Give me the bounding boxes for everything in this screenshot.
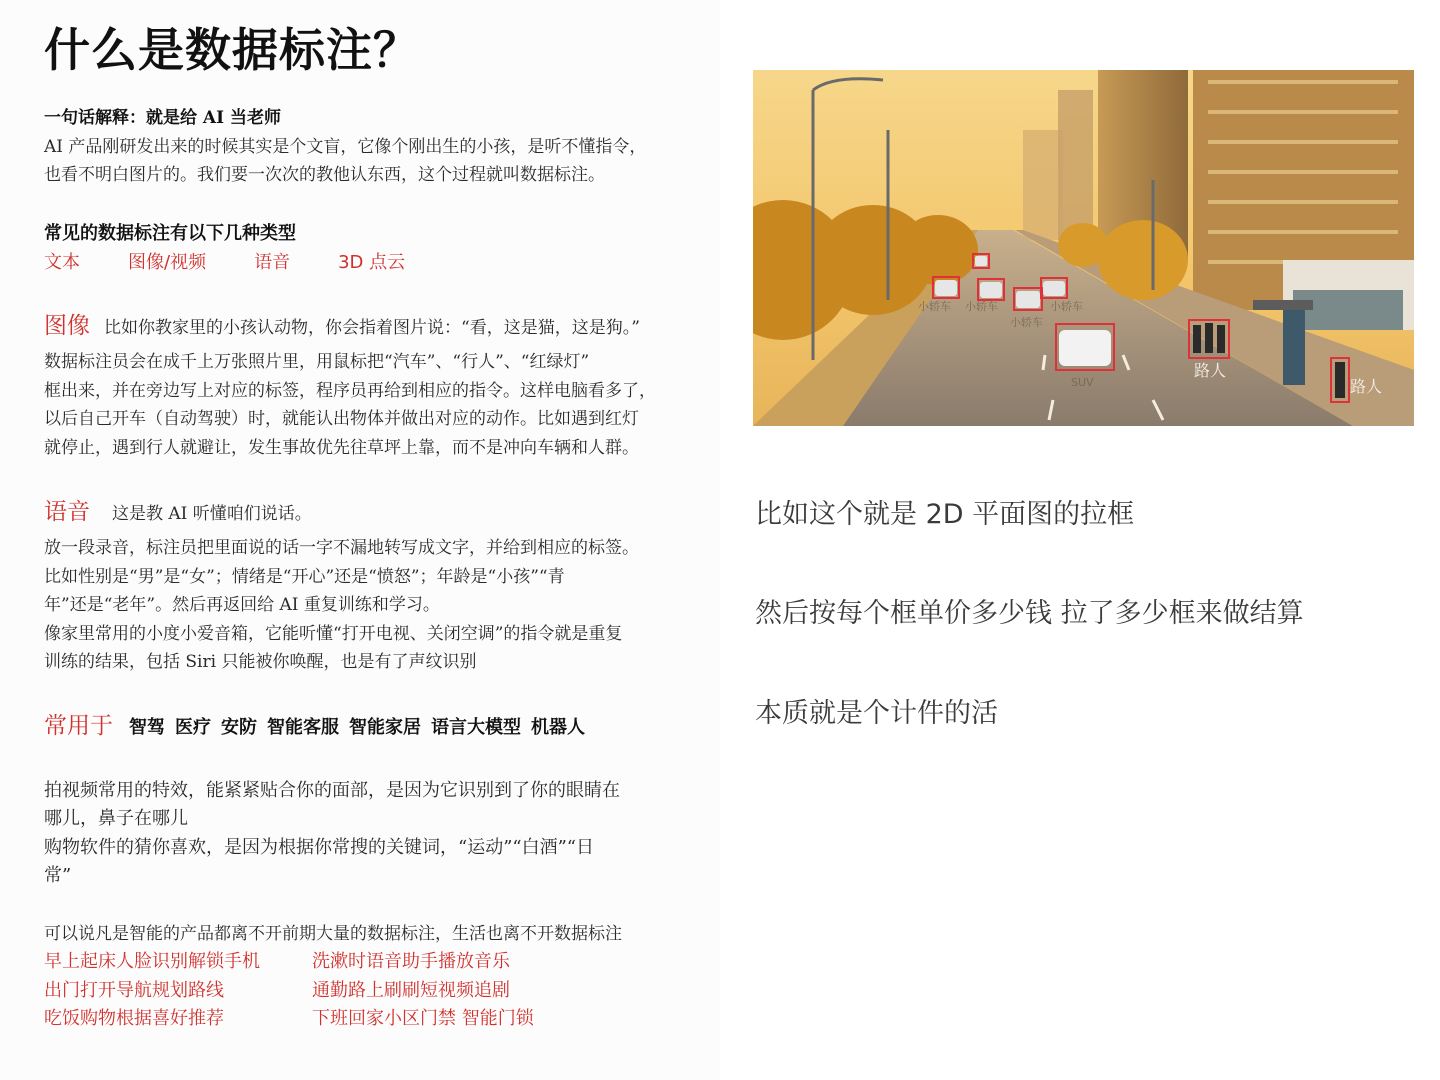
life-example-row (44, 977, 534, 1006)
use-tag: 智驾 (129, 717, 165, 738)
box-label-suv: SUV (1071, 376, 1094, 389)
image-intro-text: 比如你教家里的小孩认动物，你会指着图片说：“看，这是猫，这是狗。” (104, 318, 640, 338)
right-line: 然后按每个框单价多少钱 拉了多少框来做结算 (755, 598, 1304, 629)
life-examples (44, 948, 534, 1034)
box-label-car: 小轿车 (1050, 300, 1083, 313)
voice-line: 训练的结果，包括 Siri 只能被你唤醒，也是有了声纹识别 (44, 652, 477, 672)
voice-line: 年”还是“老年”。然后再返回给 AI 重复训练和学习。 (44, 595, 440, 615)
voice-section-first-line (44, 498, 312, 529)
type-item: 文本 (44, 252, 80, 273)
video-line: 哪儿，鼻子在哪儿 (44, 808, 188, 829)
voice-line: 像家里常用的小度小爱音箱，它能听懂“打开电视、关闭空调”的指令就是重复 (44, 624, 623, 644)
intro-line: 也看不明白图片的。我们要一次次的教他认东西，这个过程就叫数据标注。 (44, 165, 605, 185)
street-scene-illustration (753, 70, 1414, 426)
use-tag: 语言大模型 (431, 717, 521, 738)
voice-intro-text: 这是教 AI 听懂咱们说话。 (112, 504, 312, 524)
video-line: 购物软件的猜你喜欢，是因为根据你常搜的关键词，“运动”“白酒”“日 (44, 837, 595, 858)
image-line: 数据标注员会在成千上万张照片里，用鼠标把“汽车”、“行人”、“红绿灯” (44, 352, 590, 372)
image-line: 以后自己开车（自动驾驶）时，就能认出物体并做出对应的动作。比如遇到红灯 (44, 409, 639, 429)
life-example: 出门打开导航规划路线 (44, 979, 224, 1001)
voice-line: 比如性别是“男”是“女”；情绪是“开心”还是“愤怒”；年龄是“小孩”“青 (44, 567, 565, 587)
image-line: 就停止，遇到行人就避让，发生事故优先往草坪上靠，而不是冲向车辆和人群。 (44, 438, 639, 458)
use-tag: 机器人 (531, 717, 585, 738)
voice-section-label: 语音 (44, 499, 90, 525)
box-label-car: 小轿车 (1010, 316, 1043, 329)
box-label-car: 小轿车 (965, 300, 998, 313)
use-tag: 智能客服 (267, 717, 339, 738)
types-list (44, 249, 453, 278)
use-tag: 安防 (221, 717, 257, 738)
box-label-car: 小轿车 (918, 300, 951, 313)
box-label-pedestrian: 路人 (1350, 377, 1383, 396)
life-example-row (44, 948, 534, 977)
image-section-first-line (44, 312, 640, 343)
types-heading: 常见的数据标注有以下几种类型 (44, 223, 296, 244)
street-annotation-photo (753, 70, 1414, 426)
life-example: 早上起床人脸识别解锁手机 (44, 951, 260, 972)
uses-row (44, 712, 595, 743)
type-item: 图像/视频 (128, 252, 207, 273)
intro-line: AI 产品刚研发出来的时候其实是个文盲，它像个刚出生的小孩，是听不懂指令， (44, 137, 647, 157)
life-example: 下班回家小区门禁 智能门锁 (312, 1008, 534, 1029)
image-section-label: 图像 (44, 313, 90, 339)
uses-label: 常用于 (44, 713, 113, 739)
right-line: 比如这个就是 2D 平面图的拉框 (755, 499, 1135, 530)
voice-line: 放一段录音，标注员把里面说的话一字不漏地转写成文字，并给到相应的标签。 (44, 538, 639, 558)
intro-heading: 一句话解释：就是给 AI 当老师 (44, 108, 281, 128)
use-tag: 智能家居 (349, 717, 421, 738)
life-example-row (44, 1005, 534, 1034)
type-item: 语音 (254, 252, 291, 273)
right-line: 本质就是个计件的活 (755, 698, 998, 729)
page-title: 什么是数据标注？ (44, 23, 420, 77)
video-line: 拍视频常用的特效，能紧紧贴合你的面部，是因为它识别到了你的眼睛在 (44, 780, 620, 801)
type-item: 3D 点云 (338, 252, 406, 273)
summary-text: 可以说凡是智能的产品都离不开前期大量的数据标注，生活也离不开数据标注 (44, 924, 622, 944)
video-line: 常” (44, 865, 72, 886)
life-example: 洗漱时语音助手播放音乐 (312, 951, 510, 972)
box-label-pedestrian: 路人 (1194, 361, 1227, 380)
use-tag: 医疗 (175, 717, 211, 738)
image-line: 框出来，并在旁边写上对应的标签，程序员再给到相应的指令。这样电脑看多了， (44, 381, 656, 401)
life-example: 通勤路上刷刷短视频追剧 (312, 979, 510, 1001)
life-example: 吃饭购物根据喜好推荐 (44, 1008, 224, 1029)
